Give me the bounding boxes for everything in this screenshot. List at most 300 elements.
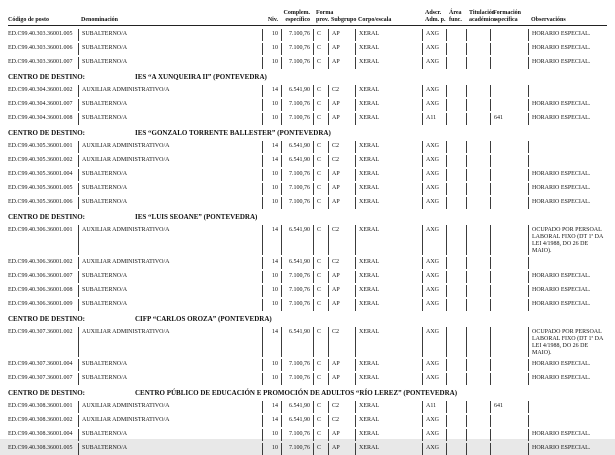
cell-area: [446, 183, 466, 195]
cell-formacion: [490, 429, 528, 441]
cell-adscr: AXG: [422, 299, 446, 311]
cell-complem: 7.100,76: [281, 29, 313, 41]
cell-corpo: XERAL: [355, 29, 422, 41]
cell-complem: 6.541,90: [281, 327, 313, 357]
col-header-observacions: Observacións: [531, 17, 566, 23]
cell-titulacion: [466, 429, 490, 441]
cell-niv: 10: [262, 113, 281, 125]
cell-forma: C: [313, 285, 328, 297]
table-header: [8, 9, 607, 26]
cell-adscr: A11: [422, 401, 446, 413]
cell-obs: HORARIO ESPECIAL.: [528, 29, 607, 41]
cell-corpo: XERAL: [355, 299, 422, 311]
table-row: [8, 99, 607, 111]
cell-denominacion: SUBALTERNO/A: [78, 373, 262, 385]
cell-forma: C: [313, 359, 328, 371]
cell-obs: [528, 401, 607, 413]
cell-forma: C: [313, 29, 328, 41]
cell-codigo: ED.C99.40.306.36001.007: [8, 273, 73, 279]
cell-area: [446, 429, 466, 441]
cell-corpo: XERAL: [355, 327, 422, 357]
cell-adscr: AXG: [422, 169, 446, 181]
cell-obs: [528, 257, 607, 269]
table-row: [8, 29, 607, 41]
cell-titulacion: [466, 415, 490, 427]
section-header: [8, 315, 607, 324]
cell-formacion: [490, 197, 528, 209]
cell-subgrupo: AP: [328, 113, 355, 125]
col-header-adscricion: Adscr. Adm. p.: [425, 10, 446, 23]
cell-area: [446, 257, 466, 269]
cell-complem: 7.100,76: [281, 169, 313, 181]
cell-niv: 14: [262, 401, 281, 413]
cell-codigo: ED.C99.40.303.36001.007: [8, 59, 73, 65]
cell-area: [446, 373, 466, 385]
cell-subgrupo: C2: [328, 401, 355, 413]
cell-forma: C: [313, 169, 328, 181]
cell-formacion: [490, 29, 528, 41]
cell-complem: 7.100,76: [281, 359, 313, 371]
col-header-denominacion-label: Denominación: [81, 17, 119, 23]
cell-titulacion: [466, 225, 490, 255]
cell-corpo: XERAL: [355, 401, 422, 413]
cell-codigo: ED.C99.40.306.36001.002: [8, 259, 73, 265]
cell-corpo: XERAL: [355, 155, 422, 167]
cell-titulacion: [466, 85, 490, 97]
cell-adscr: AXG: [422, 141, 446, 153]
cell-formacion: [490, 183, 528, 195]
cell-adscr: AXG: [422, 29, 446, 41]
cell-subgrupo: AP: [328, 197, 355, 209]
cell-titulacion: [466, 155, 490, 167]
table-row: [8, 57, 607, 69]
cell-corpo: XERAL: [355, 359, 422, 371]
col-header-complemento: Complem. específico: [283, 10, 310, 23]
cell-corpo: XERAL: [355, 429, 422, 441]
cell-titulacion: [466, 197, 490, 209]
cell-subgrupo: C2: [328, 155, 355, 167]
cell-area: [446, 359, 466, 371]
cell-formacion: [490, 57, 528, 69]
cell-denominacion: AUXILIAR ADMINISTRATIVO/A: [78, 155, 262, 167]
cell-obs: HORARIO ESPECIAL.: [528, 57, 607, 69]
cell-niv: 10: [262, 29, 281, 41]
table-row: [8, 225, 607, 255]
cell-subgrupo: AP: [328, 285, 355, 297]
cell-subgrupo: AP: [328, 43, 355, 55]
cell-formacion: [490, 43, 528, 55]
cell-corpo: XERAL: [355, 57, 422, 69]
cell-denominacion: AUXILIAR ADMINISTRATIVO/A: [78, 85, 262, 97]
cell-codigo: ED.C99.40.307.36001.007: [8, 375, 73, 381]
cell-formacion: [490, 443, 528, 455]
cell-forma: C: [313, 257, 328, 269]
cell-forma: C: [313, 183, 328, 195]
cell-corpo: XERAL: [355, 85, 422, 97]
cell-complem: 7.100,76: [281, 299, 313, 311]
cell-formacion: [490, 141, 528, 153]
cell-corpo: XERAL: [355, 183, 422, 195]
cell-adscr: AXG: [422, 43, 446, 55]
cell-forma: C: [313, 401, 328, 413]
cell-subgrupo: AP: [328, 183, 355, 195]
table-row: [8, 85, 607, 97]
cell-forma: C: [313, 99, 328, 111]
cell-codigo: ED.C99.40.308.36001.004: [8, 431, 73, 437]
cell-titulacion: [466, 271, 490, 283]
centro-destino-name: IES “A XUNQUEIRA II” (PONTEVEDRA): [135, 73, 267, 81]
cell-formacion: [490, 415, 528, 427]
cell-forma: C: [313, 155, 328, 167]
cell-niv: 14: [262, 257, 281, 269]
cell-area: [446, 43, 466, 55]
cell-complem: 7.100,76: [281, 271, 313, 283]
table-row: [8, 285, 607, 297]
cell-formacion: [490, 299, 528, 311]
cell-subgrupo: AP: [328, 373, 355, 385]
cell-obs: HORARIO ESPECIAL.: [528, 113, 607, 125]
cell-obs: [528, 155, 607, 167]
cell-corpo: XERAL: [355, 169, 422, 181]
cell-codigo: ED.C99.40.308.36001.002: [8, 417, 73, 423]
cell-denominacion: SUBALTERNO/A: [78, 113, 262, 125]
cell-obs: HORARIO ESPECIAL.: [528, 373, 607, 385]
cell-titulacion: [466, 57, 490, 69]
cell-corpo: XERAL: [355, 141, 422, 153]
cell-titulacion: [466, 169, 490, 181]
cell-corpo: XERAL: [355, 271, 422, 283]
cell-formacion: [490, 359, 528, 371]
cell-formacion: [490, 257, 528, 269]
cell-codigo: ED.C99.40.305.36001.006: [8, 199, 73, 205]
cell-titulacion: [466, 257, 490, 269]
cell-titulacion: [466, 29, 490, 41]
cell-obs: HORARIO ESPECIAL.: [528, 183, 607, 195]
table-row: [8, 359, 607, 371]
cell-adscr: AXG: [422, 443, 446, 455]
cell-adscr: AXG: [422, 359, 446, 371]
cell-formacion: [490, 327, 528, 357]
cell-complem: 7.100,76: [281, 99, 313, 111]
cell-obs: [528, 85, 607, 97]
cell-niv: 10: [262, 299, 281, 311]
cell-codigo: ED.C99.40.304.36001.007: [8, 101, 73, 107]
cell-titulacion: [466, 43, 490, 55]
table-row: [8, 443, 607, 455]
cell-niv: 10: [262, 359, 281, 371]
cell-area: [446, 57, 466, 69]
cell-obs: HORARIO ESPECIAL.: [528, 299, 607, 311]
cell-titulacion: [466, 285, 490, 297]
table-row: [8, 197, 607, 209]
col-header-corpo-escala: Corpo/escala: [358, 17, 392, 23]
cell-area: [446, 99, 466, 111]
cell-adscr: AXG: [422, 415, 446, 427]
cell-niv: 10: [262, 57, 281, 69]
cell-subgrupo: C2: [328, 141, 355, 153]
cell-area: [446, 415, 466, 427]
cell-subgrupo: AP: [328, 99, 355, 111]
cell-denominacion: AUXILIAR ADMINISTRATIVO/A: [78, 327, 262, 357]
centro-destino-label: CENTRO DE DESTINO:: [8, 129, 86, 137]
cell-denominacion: SUBALTERNO/A: [78, 443, 262, 455]
cell-codigo: ED.C99.40.305.36001.001: [8, 143, 73, 149]
col-header-forma-provision: Forma prov.: [316, 10, 334, 23]
cell-denominacion: SUBALTERNO/A: [78, 299, 262, 311]
cell-complem: 6.541,90: [281, 85, 313, 97]
cell-formacion: 641: [490, 401, 528, 413]
cell-complem: 6.541,90: [281, 141, 313, 153]
cell-corpo: XERAL: [355, 373, 422, 385]
centro-destino-label: CENTRO DE DESTINO:: [8, 213, 86, 221]
cell-denominacion: SUBALTERNO/A: [78, 429, 262, 441]
cell-codigo: ED.C99.40.306.36001.008: [8, 287, 73, 293]
cell-codigo: ED.C99.40.304.36001.002: [8, 87, 73, 93]
cell-area: [446, 271, 466, 283]
cell-complem: 7.100,76: [281, 285, 313, 297]
cell-area: [446, 285, 466, 297]
cell-corpo: XERAL: [355, 225, 422, 255]
centro-destino-label: CENTRO DE DESTINO:: [8, 315, 86, 323]
cell-titulacion: [466, 141, 490, 153]
cell-forma: C: [313, 429, 328, 441]
table-row: [8, 257, 607, 269]
cell-obs: HORARIO ESPECIAL.: [528, 43, 607, 55]
cell-denominacion: SUBALTERNO/A: [78, 57, 262, 69]
cell-corpo: XERAL: [355, 197, 422, 209]
cell-denominacion: SUBALTERNO/A: [78, 29, 262, 41]
cell-forma: C: [313, 197, 328, 209]
cell-denominacion: AUXILIAR ADMINISTRATIVO/A: [78, 401, 262, 413]
cell-forma: C: [313, 299, 328, 311]
cell-niv: 10: [262, 43, 281, 55]
cell-forma: C: [313, 373, 328, 385]
centro-destino-name: IES “GONZALO TORRENTE BALLESTER” (PONTEVEDRA): [135, 129, 331, 137]
cell-corpo: XERAL: [355, 257, 422, 269]
cell-adscr: A11: [422, 113, 446, 125]
cell-adscr: AXG: [422, 155, 446, 167]
cell-obs: HORARIO ESPECIAL.: [528, 359, 607, 371]
cell-obs: OCUPADO POR PERSOAL LABORAL FIXO (DT 1ª DA LEI 4/1988, DO 26 DE MAIO).: [528, 225, 607, 255]
cell-denominacion: SUBALTERNO/A: [78, 99, 262, 111]
cell-adscr: AXG: [422, 257, 446, 269]
cell-obs: HORARIO ESPECIAL.: [528, 429, 607, 441]
centro-destino-label: CENTRO DE DESTINO:: [8, 73, 86, 81]
cell-formacion: [490, 285, 528, 297]
cell-titulacion: [466, 299, 490, 311]
cell-adscr: AXG: [422, 225, 446, 255]
cell-codigo: ED.C99.40.308.36001.001: [8, 403, 73, 409]
centro-destino-name: CIFP “CARLOS OROZA” (PONTEVEDRA): [135, 315, 272, 323]
col-header-codigo: [8, 9, 78, 24]
cell-formacion: [490, 85, 528, 97]
cell-complem: 7.100,76: [281, 57, 313, 69]
centro-destino-name: IES “LUIS SEOANE” (PONTEVEDRA): [135, 213, 258, 221]
cell-complem: 7.100,76: [281, 43, 313, 55]
cell-subgrupo: AP: [328, 443, 355, 455]
cell-adscr: AXG: [422, 429, 446, 441]
cell-obs: HORARIO ESPECIAL.: [528, 271, 607, 283]
cell-forma: C: [313, 415, 328, 427]
cell-denominacion: SUBALTERNO/A: [78, 271, 262, 283]
cell-area: [446, 141, 466, 153]
cell-complem: 7.100,76: [281, 443, 313, 455]
centro-destino-name: CENTRO PÚBLICO DE EDUCACIÓN E PROMOCIÓN DE ADULTOS “RÍO LEREZ” (PONTEVEDRA): [135, 389, 458, 397]
cell-titulacion: [466, 99, 490, 111]
table-body: [8, 29, 607, 455]
cell-obs: [528, 141, 607, 153]
cell-niv: 10: [262, 285, 281, 297]
cell-area: [446, 85, 466, 97]
cell-complem: 7.100,76: [281, 197, 313, 209]
cell-corpo: XERAL: [355, 113, 422, 125]
cell-complem: 6.541,90: [281, 415, 313, 427]
col-header-nivel-label: Niv.: [267, 17, 278, 23]
cell-corpo: XERAL: [355, 43, 422, 55]
cell-subgrupo: AP: [328, 57, 355, 69]
cell-adscr: AXG: [422, 99, 446, 111]
col-header-nivel: [262, 9, 281, 24]
cell-titulacion: [466, 359, 490, 371]
cell-forma: C: [313, 113, 328, 125]
cell-forma: C: [313, 271, 328, 283]
cell-obs: HORARIO ESPECIAL.: [528, 285, 607, 297]
table-row: [8, 43, 607, 55]
cell-codigo: ED.C99.40.305.36001.005: [8, 185, 73, 191]
col-header-denominacion: [78, 9, 262, 24]
cell-niv: 10: [262, 429, 281, 441]
cell-niv: 10: [262, 99, 281, 111]
cell-denominacion: AUXILIAR ADMINISTRATIVO/A: [78, 415, 262, 427]
cell-niv: 14: [262, 225, 281, 255]
cell-niv: 10: [262, 443, 281, 455]
cell-subgrupo: C2: [328, 415, 355, 427]
table-row: [8, 113, 607, 125]
cell-adscr: AXG: [422, 327, 446, 357]
cell-area: [446, 401, 466, 413]
cell-complem: 6.541,90: [281, 401, 313, 413]
cell-corpo: XERAL: [355, 99, 422, 111]
cell-complem: 6.541,90: [281, 155, 313, 167]
cell-corpo: XERAL: [355, 285, 422, 297]
table-row: [8, 299, 607, 311]
cell-area: [446, 29, 466, 41]
cell-adscr: AXG: [422, 271, 446, 283]
cell-adscr: AXG: [422, 373, 446, 385]
cell-formacion: [490, 225, 528, 255]
cell-obs: OCUPADO POR PERSOAL LABORAL FIXO (DT 1ª DA LEI 4/1988, DO 26 DE MAIO).: [528, 327, 607, 357]
cell-complem: 7.100,76: [281, 373, 313, 385]
cell-titulacion: [466, 327, 490, 357]
cell-obs: HORARIO ESPECIAL.: [528, 197, 607, 209]
cell-area: [446, 443, 466, 455]
cell-subgrupo: AP: [328, 169, 355, 181]
table-row: [8, 155, 607, 167]
cell-titulacion: [466, 373, 490, 385]
cell-denominacion: SUBALTERNO/A: [78, 43, 262, 55]
cell-adscr: AXG: [422, 85, 446, 97]
cell-area: [446, 155, 466, 167]
table-row: [8, 327, 607, 357]
cell-codigo: ED.C99.40.303.36001.006: [8, 45, 73, 51]
cell-titulacion: [466, 443, 490, 455]
cell-niv: 14: [262, 155, 281, 167]
cell-forma: C: [313, 443, 328, 455]
cell-denominacion: SUBALTERNO/A: [78, 197, 262, 209]
cell-complem: 7.100,76: [281, 183, 313, 195]
section-header: [8, 73, 607, 82]
cell-codigo: ED.C99.40.306.36001.009: [8, 301, 73, 307]
col-header-titulacion: Titulación académica: [469, 10, 496, 23]
cell-complem: 6.541,90: [281, 257, 313, 269]
cell-codigo: ED.C99.40.308.36001.005: [8, 445, 73, 451]
cell-area: [446, 197, 466, 209]
cell-niv: 14: [262, 415, 281, 427]
cell-denominacion: SUBALTERNO/A: [78, 285, 262, 297]
cell-obs: HORARIO ESPECIAL.: [528, 443, 607, 455]
cell-forma: C: [313, 225, 328, 255]
cell-subgrupo: C2: [328, 257, 355, 269]
cell-niv: 10: [262, 271, 281, 283]
cell-formacion: [490, 155, 528, 167]
table-row: [8, 141, 607, 153]
cell-codigo: ED.C99.40.307.36001.002: [8, 329, 73, 335]
cell-niv: 10: [262, 169, 281, 181]
cell-forma: C: [313, 57, 328, 69]
cell-denominacion: AUXILIAR ADMINISTRATIVO/A: [78, 257, 262, 269]
cell-codigo: ED.C99.40.305.36001.004: [8, 171, 73, 177]
cell-subgrupo: C2: [328, 85, 355, 97]
cell-complem: 7.100,76: [281, 113, 313, 125]
cell-area: [446, 327, 466, 357]
cell-denominacion: SUBALTERNO/A: [78, 169, 262, 181]
cell-formacion: [490, 271, 528, 283]
cell-obs: HORARIO ESPECIAL.: [528, 169, 607, 181]
cell-subgrupo: AP: [328, 299, 355, 311]
cell-denominacion: SUBALTERNO/A: [78, 183, 262, 195]
cell-complem: 6.541,90: [281, 225, 313, 255]
section-header: [8, 389, 607, 398]
col-header-subgrupo: Subgrupo: [331, 17, 357, 23]
section-header: [8, 129, 607, 138]
cell-formacion: 641: [490, 113, 528, 125]
cell-obs: HORARIO ESPECIAL.: [528, 99, 607, 111]
cell-titulacion: [466, 183, 490, 195]
table-row: [8, 373, 607, 385]
cell-formacion: [490, 99, 528, 111]
cell-area: [446, 113, 466, 125]
cell-forma: C: [313, 141, 328, 153]
cell-denominacion: AUXILIAR ADMINISTRATIVO/A: [78, 225, 262, 255]
cell-niv: 14: [262, 141, 281, 153]
cell-forma: C: [313, 43, 328, 55]
cell-titulacion: [466, 113, 490, 125]
cell-subgrupo: AP: [328, 271, 355, 283]
col-header-area-funcional: Área func.: [449, 10, 462, 23]
cell-area: [446, 299, 466, 311]
cell-subgrupo: C2: [328, 225, 355, 255]
cell-niv: 10: [262, 197, 281, 209]
cell-adscr: AXG: [422, 183, 446, 195]
cell-corpo: XERAL: [355, 443, 422, 455]
centro-destino-label: CENTRO DE DESTINO:: [8, 389, 86, 397]
cell-forma: C: [313, 85, 328, 97]
cell-complem: 7.100,76: [281, 429, 313, 441]
cell-formacion: [490, 169, 528, 181]
cell-codigo: ED.C99.40.305.36001.002: [8, 157, 73, 163]
cell-formacion: [490, 373, 528, 385]
cell-niv: 10: [262, 183, 281, 195]
